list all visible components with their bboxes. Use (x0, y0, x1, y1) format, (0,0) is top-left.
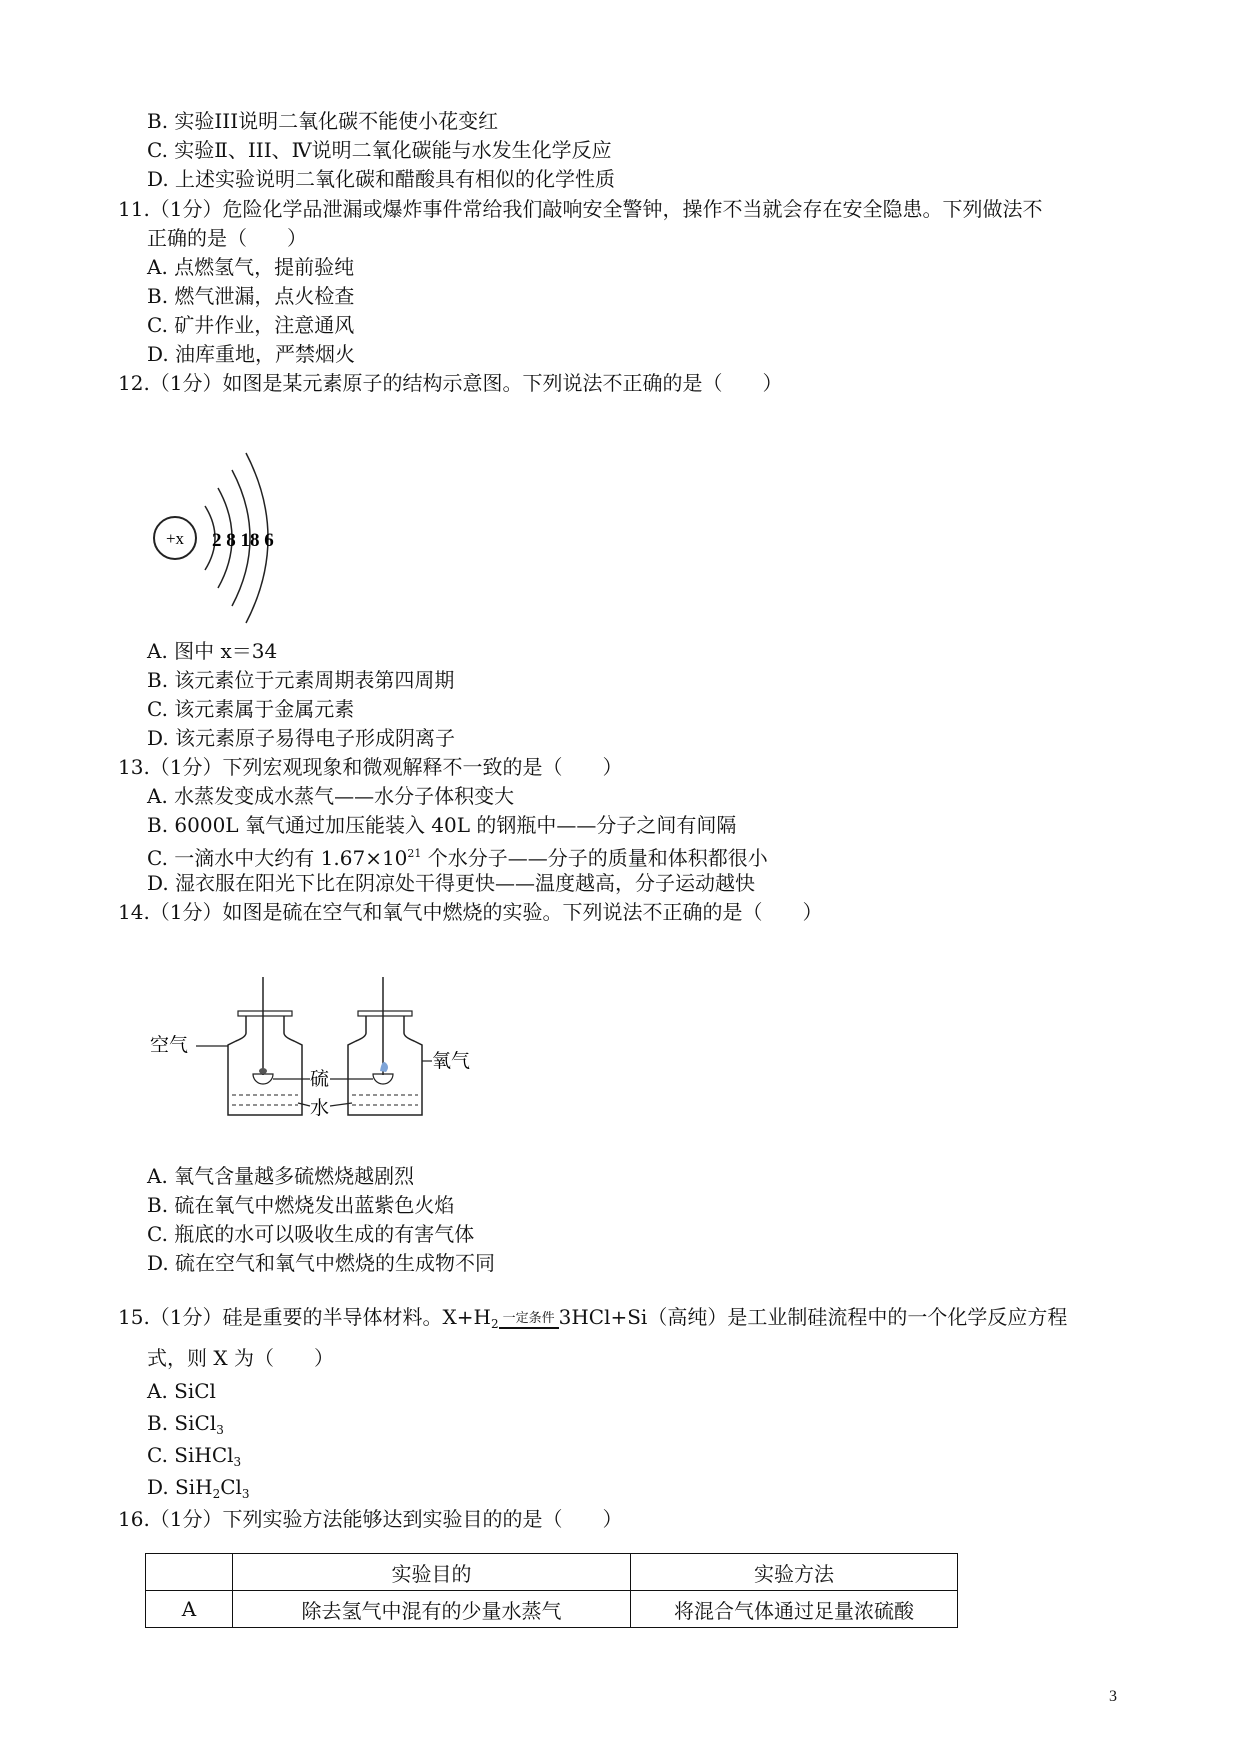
q11-stem-cont: 正确的是（ ） (147, 226, 307, 250)
q15-stem: 15.（1分）硅是重要的半导体材料。$X+H_2$ 一定条件 3HCl+Si（高纯）是工业制硅流程中的一个化学反应方程 (118, 1305, 1068, 1331)
q15-option-a: A. SiCl (147, 1379, 216, 1403)
q11-option-c: C. 矿井作业，注意通风 (147, 313, 355, 337)
table-cell: 除去氢气中混有的少量水蒸气 (233, 1591, 631, 1628)
q12-option-a: A. 图中 x＝34 (147, 639, 278, 663)
q12-stem: 12.（1分）如图是某元素原子的结构示意图。下列说法不正确的是（ ） (118, 371, 783, 395)
q10-option-d: D. 上述实验说明二氧化碳和醋酸具有相似的化学性质 (147, 167, 616, 191)
q14-option-b: B. 硫在氧气中燃烧发出蓝紫色火焰 (147, 1193, 455, 1217)
q11-stem: 11.（1分）危险化学品泄漏或爆炸事件常给我们敲响安全警钟，操作不当就会存在安全隐患。下列做法不 (118, 197, 1043, 221)
q15-option-d: D. $SiH_2Cl_3$ (147, 1475, 250, 1501)
nucleus-label: +x (165, 529, 185, 548)
q15-stem-cont: 式，则 X 为（ ） (147, 1346, 334, 1370)
atom-structure-diagram (150, 448, 290, 628)
table-cell: 将混合气体通过足量浓硫酸 (631, 1591, 958, 1628)
q13-stem: 13.（1分）下列宏观现象和微观解释不一致的是（ ） (118, 755, 623, 779)
q14-option-c: C. 瓶底的水可以吸收生成的有害气体 (147, 1222, 475, 1246)
q13-option-d: D. 湿衣服在阳光下比在阴凉处干得更快——温度越高，分子运动越快 (147, 871, 756, 895)
q12-option-d: D. 该元素原子易得电子形成阴离子 (147, 726, 456, 750)
q14-stem: 14.（1分）如图是硫在空气和氧气中燃烧的实验。下列说法不正确的是（ ） (118, 900, 823, 924)
table-cell: A (146, 1591, 233, 1628)
q14-option-d: D. 硫在空气和氧气中燃烧的生成物不同 (147, 1251, 496, 1275)
q14-option-a: A. 氧气含量越多硫燃烧越剧烈 (147, 1164, 415, 1188)
q13-option-b: B. 6000L 氧气通过加压能装入 40L 的钢瓶中——分子之间有间隔 (147, 813, 737, 837)
label-sulfur: 硫 (310, 1068, 330, 1090)
q15-option-b: B. SiCl$_3$ (147, 1411, 224, 1437)
table-header-cell (146, 1554, 233, 1591)
label-oxygen: 氧气 (432, 1050, 471, 1072)
q15-option-c: C. SiHCl$_3$ (147, 1443, 242, 1469)
reaction-condition-arrow: 一定条件 (499, 1312, 559, 1329)
electron-shells-label: 2 8 18 6 (212, 530, 274, 551)
sulfur-combustion-diagram (150, 975, 471, 1135)
table-header-cell: 实验目的 (233, 1554, 631, 1591)
page-number: 3 (1109, 1688, 1117, 1705)
experiment-table (145, 1553, 958, 1628)
q11-option-a: A. 点燃氢气，提前验纯 (147, 255, 355, 279)
q12-option-c: C. 该元素属于金属元素 (147, 697, 355, 721)
q12-option-b: B. 该元素位于元素周期表第四周期 (147, 668, 455, 692)
table-header-cell: 实验方法 (631, 1554, 958, 1591)
table-header-row (146, 1554, 958, 1591)
q11-option-b: B. 燃气泄漏，点火检查 (147, 284, 355, 308)
q10-option-b: B. 实验III说明二氧化碳不能使小花变红 (147, 109, 499, 133)
label-water: 水 (310, 1097, 330, 1119)
label-air: 空气 (150, 1034, 189, 1056)
q10-option-c: C. 实验Ⅱ、III、Ⅳ说明二氧化碳能与水发生化学反应 (147, 138, 612, 162)
table-row (146, 1591, 958, 1628)
q11-option-d: D. 油库重地，严禁烟火 (147, 342, 356, 366)
q13-option-c: C. 一滴水中大约有 $1.67\times 10^{21}$ 个水分子——分子的质量和体积都很小 (147, 846, 768, 870)
q16-stem: 16.（1分）下列实验方法能够达到实验目的的是（ ） (118, 1507, 623, 1531)
q13-option-a: A. 水蒸发变成水蒸气——水分子体积变大 (147, 784, 515, 808)
